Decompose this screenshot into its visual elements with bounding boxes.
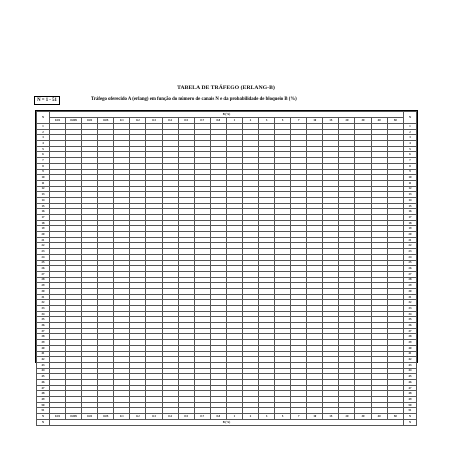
row-channel-count-right: 23: [404, 249, 417, 255]
row-channel-count: 20: [37, 232, 50, 238]
column-footer-12: 2: [242, 414, 258, 420]
row-channel-count-right: 13: [404, 192, 417, 198]
column-footer-20: 40: [371, 414, 387, 420]
row-channel-count-right: 36: [404, 323, 417, 329]
column-footer-0: 0.01: [50, 414, 66, 420]
row-channel-count: 27: [37, 271, 50, 277]
row-channel-count-right: 12: [404, 186, 417, 192]
row-channel-count-right: 51: [404, 408, 417, 414]
column-header-6: 0.3: [146, 118, 162, 124]
column-footer-19: 30: [355, 414, 371, 420]
row-channel-count-right: 42: [404, 357, 417, 363]
row-channel-count-right: 45: [404, 374, 417, 380]
column-footer-21: 50: [387, 414, 403, 420]
column-header-21: 50: [387, 118, 403, 124]
channels-column-header: N: [37, 112, 50, 124]
row-channel-count: 28: [37, 277, 50, 283]
row-channel-count: 7: [37, 158, 50, 164]
row-channel-count-right: 2: [404, 129, 417, 135]
column-footer-17: 15: [323, 414, 339, 420]
channels-column-footer: N: [37, 420, 50, 426]
row-channel-count-right: 4: [404, 141, 417, 147]
row-channel-count: 8: [37, 163, 50, 169]
row-channel-count: 4: [37, 141, 50, 147]
row-channel-count-right: 24: [404, 254, 417, 260]
row-channel-count: 3: [37, 135, 50, 141]
column-footer-15: 7: [291, 414, 307, 420]
row-channel-count: 39: [37, 340, 50, 346]
row-channel-count: 38: [37, 334, 50, 340]
row-channel-count-right: 30: [404, 288, 417, 294]
row-channel-count: 10: [37, 175, 50, 181]
row-channel-count-right: 26: [404, 266, 417, 272]
column-header-14: 5: [275, 118, 291, 124]
column-footer-6: 0.3: [146, 414, 162, 420]
row-channel-count-right: 14: [404, 197, 417, 203]
row-channel-count: 30: [37, 288, 50, 294]
row-channel-count-right: 1: [404, 124, 417, 130]
column-header-7: 0.4: [162, 118, 178, 124]
row-channel-count-right: 49: [404, 397, 417, 403]
channels-footer-label: N: [37, 414, 50, 420]
row-channel-count: 40: [37, 345, 50, 351]
channel-range-label: N = 1 - 51: [34, 96, 60, 105]
row-channel-count: 12: [37, 186, 50, 192]
row-channel-count-right: 7: [404, 158, 417, 164]
column-header-17: 15: [323, 118, 339, 124]
column-header-1: 0.005: [66, 118, 82, 124]
row-channel-count-right: 33: [404, 306, 417, 312]
column-header-8: 0.5: [178, 118, 194, 124]
row-channel-count-right: 3: [404, 135, 417, 141]
column-footer-9: 0.7: [194, 414, 210, 420]
column-header-3: 0.05: [98, 118, 114, 124]
row-channel-count: 42: [37, 357, 50, 363]
blocking-probability-footer: B (%): [50, 420, 404, 426]
row-channel-count: 6: [37, 152, 50, 158]
row-channel-count-right: 8: [404, 163, 417, 169]
row-channel-count-right: 35: [404, 317, 417, 323]
row-channel-count-right: 50: [404, 402, 417, 408]
row-channel-count-right: 15: [404, 203, 417, 209]
column-footer-2: 0.01: [82, 414, 98, 420]
row-channel-count: 9: [37, 169, 50, 175]
row-channel-count-right: 40: [404, 345, 417, 351]
column-footer-13: 3: [259, 414, 275, 420]
row-channel-count: 23: [37, 249, 50, 255]
row-channel-count: 43: [37, 362, 50, 368]
column-footer-5: 0.2: [130, 414, 146, 420]
column-header-10: 0.8: [210, 118, 226, 124]
column-footer-3: 0.05: [98, 414, 114, 420]
column-footer-16: 10: [307, 414, 323, 420]
column-footer-10: 0.8: [210, 414, 226, 420]
row-channel-count: 22: [37, 243, 50, 249]
row-channel-count-right: 47: [404, 385, 417, 391]
column-header-9: 0.7: [194, 118, 210, 124]
column-footer-18: 20: [339, 414, 355, 420]
column-footer-11: 1: [226, 414, 242, 420]
row-channel-count-right: 11: [404, 180, 417, 186]
column-header-19: 30: [355, 118, 371, 124]
row-channel-count: 34: [37, 311, 50, 317]
row-channel-count: 18: [37, 220, 50, 226]
row-channel-count-right: 10: [404, 175, 417, 181]
column-header-2: 0.01: [82, 118, 98, 124]
row-channel-count: 29: [37, 283, 50, 289]
row-channel-count-right: 27: [404, 271, 417, 277]
row-channel-count-right: 39: [404, 340, 417, 346]
row-channel-count-right: 38: [404, 334, 417, 340]
row-channel-count-right: 16: [404, 209, 417, 215]
row-channel-count-right: 6: [404, 152, 417, 158]
row-channel-count: 37: [37, 328, 50, 334]
row-channel-count-right: 43: [404, 362, 417, 368]
row-channel-count-right: 22: [404, 243, 417, 249]
row-channel-count-right: 5: [404, 146, 417, 152]
row-channel-count: 33: [37, 306, 50, 312]
column-header-11: 1: [226, 118, 242, 124]
row-channel-count-right: 9: [404, 169, 417, 175]
row-channel-count: 26: [37, 266, 50, 272]
row-channel-count: 13: [37, 192, 50, 198]
row-channel-count-right: 20: [404, 232, 417, 238]
row-channel-count: 45: [37, 374, 50, 380]
row-channel-count: 46: [37, 379, 50, 385]
row-channel-count-right: 48: [404, 391, 417, 397]
row-channel-count-right: 44: [404, 368, 417, 374]
column-footer-4: 0.1: [114, 414, 130, 420]
row-channel-count-right: 46: [404, 379, 417, 385]
row-channel-count-right: 17: [404, 215, 417, 221]
row-channel-count-right: 28: [404, 277, 417, 283]
row-channel-count: 19: [37, 226, 50, 232]
column-header-5: 0.2: [130, 118, 146, 124]
erlang-b-table: [35, 110, 418, 425]
table-caption: Tráfego oferecido A (erlang) em função do número de canais N e da probabilidade de bloqueio B (%): [91, 97, 297, 102]
column-header-4: 0.1: [114, 118, 130, 124]
column-footer-1: 0.005: [66, 414, 82, 420]
row-channel-count: 17: [37, 215, 50, 221]
row-channel-count: 2: [37, 129, 50, 135]
row-channel-count: 16: [37, 209, 50, 215]
channels-column-footer-right: N: [404, 420, 417, 426]
row-channel-count-right: 19: [404, 226, 417, 232]
channels-column-header-right: N: [404, 112, 417, 124]
row-channel-count: 44: [37, 368, 50, 374]
row-channel-count: 24: [37, 254, 50, 260]
row-channel-count: 21: [37, 237, 50, 243]
column-header-18: 20: [339, 118, 355, 124]
channels-footer-label-right: N: [404, 414, 417, 420]
row-channel-count: 50: [37, 402, 50, 408]
row-channel-count: 31: [37, 294, 50, 300]
row-channel-count: 47: [37, 385, 50, 391]
row-channel-count-right: 34: [404, 311, 417, 317]
row-channel-count: 35: [37, 317, 50, 323]
page-title: TABELA DE TRÁFEGO (ERLANG-B): [177, 85, 275, 91]
row-channel-count: 5: [37, 146, 50, 152]
row-channel-count: 15: [37, 203, 50, 209]
row-channel-count: 48: [37, 391, 50, 397]
row-channel-count-right: 41: [404, 351, 417, 357]
row-channel-count: 1: [37, 124, 50, 130]
row-channel-count-right: 32: [404, 300, 417, 306]
row-channel-count-right: 31: [404, 294, 417, 300]
column-footer-14: 5: [275, 414, 291, 420]
column-header-20: 40: [371, 118, 387, 124]
blocking-probability-header: B (%): [50, 112, 404, 118]
row-channel-count: 25: [37, 260, 50, 266]
column-footer-7: 0.4: [162, 414, 178, 420]
column-header-16: 10: [307, 118, 323, 124]
row-channel-count: 41: [37, 351, 50, 357]
row-channel-count-right: 25: [404, 260, 417, 266]
row-channel-count-right: 18: [404, 220, 417, 226]
row-channel-count-right: 21: [404, 237, 417, 243]
column-header-13: 3: [259, 118, 275, 124]
column-header-0: 0.01: [50, 118, 66, 124]
row-channel-count: 51: [37, 408, 50, 414]
row-channel-count-right: 29: [404, 283, 417, 289]
row-channel-count-right: 37: [404, 328, 417, 334]
row-channel-count: 32: [37, 300, 50, 306]
row-channel-count: 49: [37, 397, 50, 403]
row-channel-count: 36: [37, 323, 50, 329]
row-channel-count: 14: [37, 197, 50, 203]
row-channel-count: 11: [37, 180, 50, 186]
column-header-12: 2: [242, 118, 258, 124]
column-footer-8: 0.5: [178, 414, 194, 420]
column-header-15: 7: [291, 118, 307, 124]
